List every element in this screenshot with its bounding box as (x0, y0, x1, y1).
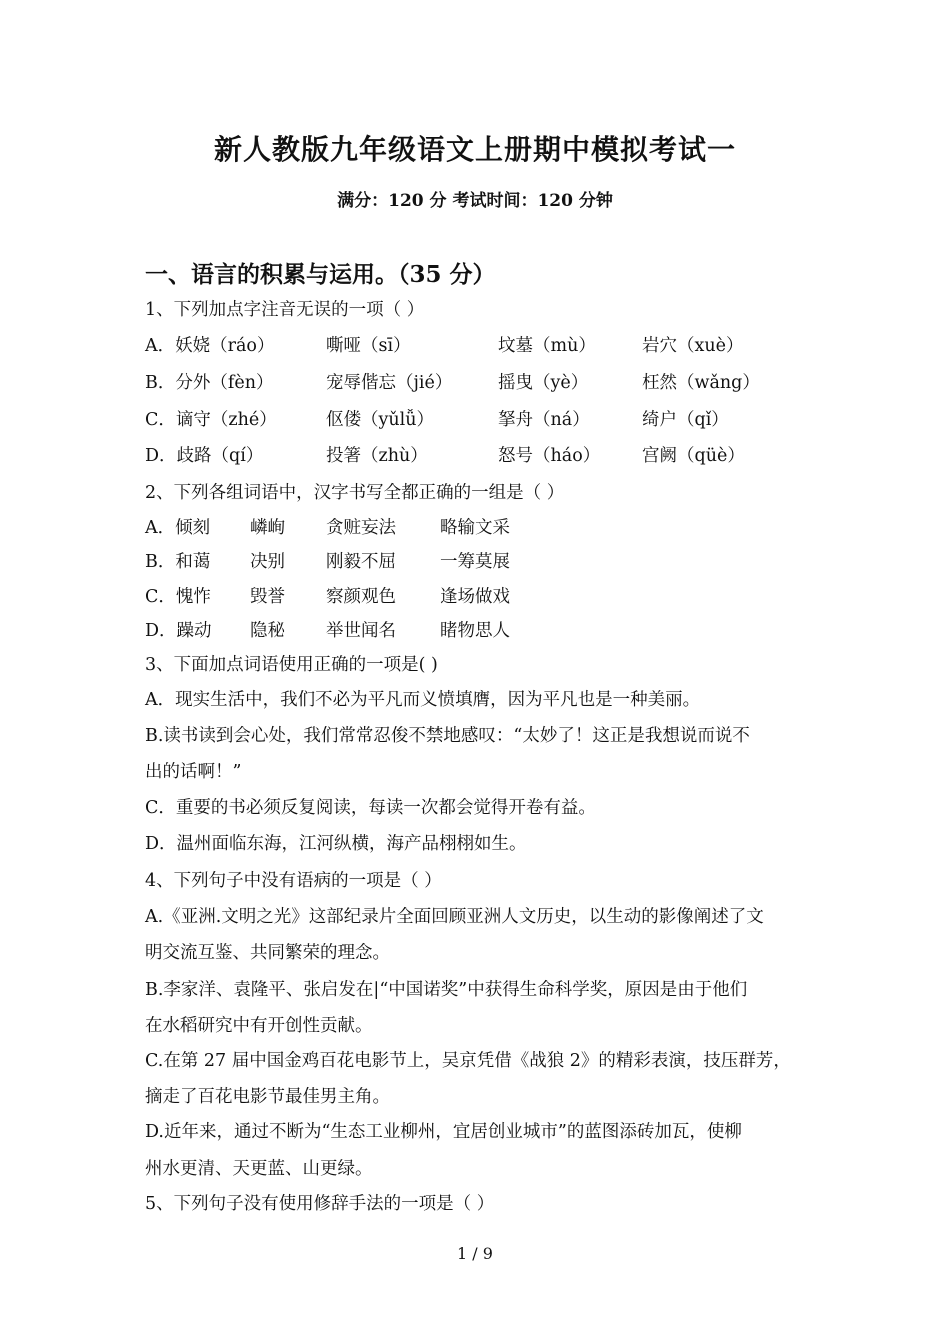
q2-d-word-2: 隐秘 (250, 621, 285, 641)
q1-option-d: D．歧路（qí） (145, 446, 264, 466)
q4-option-d-line1: D.近年来，通过不断为“生态工业柳州，宜居创业城市”的蓝图添砖加瓦，使柳 (145, 1122, 742, 1142)
q4-option-a-line2: 明交流互鉴、共同繁荣的理念。 (145, 943, 390, 963)
q1-option-c: C．谪守（zhé） (145, 410, 277, 430)
q2-option-c: C．愧怍 (145, 587, 211, 607)
q1-c-word-2: 伛偻（yǔlǚ） (326, 410, 435, 430)
q2-c-word-3: 察颜观色 (326, 587, 396, 607)
q2-b-word-4: 一筹莫展 (440, 552, 510, 572)
q2-b-word-3: 刚毅不屈 (326, 552, 396, 572)
q2-a-word-3: 贪赃妄法 (326, 518, 396, 538)
q1-d-word-2: 投箸（zhù） (326, 446, 428, 466)
q1-d-word-4: 宫阙（qüè） (642, 446, 745, 466)
q3-option-b-line2: 出的话啊！” (145, 762, 242, 782)
q1-b-word-4: 枉然（wǎng） (642, 373, 760, 393)
section-heading: 一、语言的积累与运用。（35 分） (145, 261, 496, 288)
q3-option-c: C．重要的书必须反复阅读，每读一次都会觉得开卷有益。 (145, 798, 596, 818)
question-3-stem: 3、下面加点词语使用正确的一项是( ) (145, 655, 438, 675)
question-5-stem: 5、下列句子没有使用修辞手法的一项是（ ） (145, 1194, 495, 1214)
q4-option-c-line1: C.在第 27 届中国金鸡百花电影节上，吴京凭借《战狼 2》的精彩表演，技压群芳， (145, 1051, 791, 1071)
q3-option-d: D．温州面临东海，江河纵横，海产品栩栩如生。 (145, 834, 527, 854)
q2-a-word-2: 嶙峋 (250, 518, 285, 538)
q1-c-word-4: 绮户（qǐ） (642, 410, 729, 430)
q1-b-word-3: 摇曳（yè） (498, 373, 589, 393)
q1-a-word-2: 嘶哑（sī） (326, 336, 411, 356)
q2-b-word-2: 决别 (250, 552, 285, 572)
q1-option-b: B．分外（fèn） (145, 373, 274, 393)
page-title: 新人教版九年级语文上册期中模拟考试一 (213, 133, 736, 166)
q4-option-b-line2: 在水稻研究中有开创性贡献。 (145, 1016, 373, 1036)
q2-option-b: B．和蔼 (145, 552, 211, 572)
q4-option-b-line1: B.李家洋、袁隆平、张启发在|“中国诺奖”中获得生命科学奖，原因是由于他们 (145, 980, 748, 1000)
q2-d-word-3: 举世闻名 (326, 621, 396, 641)
q2-a-word-4: 略输文采 (440, 518, 510, 538)
q4-option-a-line1: A.《亚洲.文明之光》这部纪录片全面回顾亚洲人文历史，以生动的影像阐述了文 (145, 907, 764, 927)
q2-d-word-4: 睹物思人 (440, 621, 510, 641)
q1-a-word-3: 坟墓（mù） (498, 336, 596, 356)
q1-a-word-4: 岩穴（xuè） (642, 336, 744, 356)
q1-b-word-2: 宠辱偕忘（jié） (326, 373, 453, 393)
q3-option-a: A．现实生活中，我们不必为平凡而义愤填膺，因为平凡也是一种美丽。 (145, 690, 701, 710)
q1-d-word-3: 怒号（háo） (498, 446, 601, 466)
q2-c-word-2: 毁誉 (250, 587, 285, 607)
q1-option-a: A．妖娆（ráo） (145, 336, 275, 356)
q3-option-b-line1: B.读书读到会心处，我们常常忍俊不禁地感叹：“太妙了！这正是我想说而说不 (145, 726, 750, 746)
question-4-stem: 4、下列句子中没有语病的一项是（ ） (145, 871, 442, 891)
q4-option-c-line2: 摘走了百花电影节最佳男主角。 (145, 1087, 390, 1107)
q2-option-a: A．倾刻 (145, 518, 211, 538)
question-2-stem: 2、下列各组词语中，汉字书写全都正确的一组是（ ） (145, 483, 565, 503)
q4-option-d-line2: 州水更清、天更蓝、山更绿。 (145, 1159, 373, 1179)
q2-c-word-4: 逢场做戏 (440, 587, 510, 607)
exam-info: 满分：120 分 考试时间：120 分钟 (337, 191, 613, 211)
page-number: 1 / 9 (457, 1244, 493, 1263)
q1-c-word-3: 拏舟（ná） (498, 410, 590, 430)
q2-option-d: D．躁动 (145, 621, 212, 641)
question-1-stem: 1、下列加点字注音无误的一项（ ） (145, 300, 425, 320)
